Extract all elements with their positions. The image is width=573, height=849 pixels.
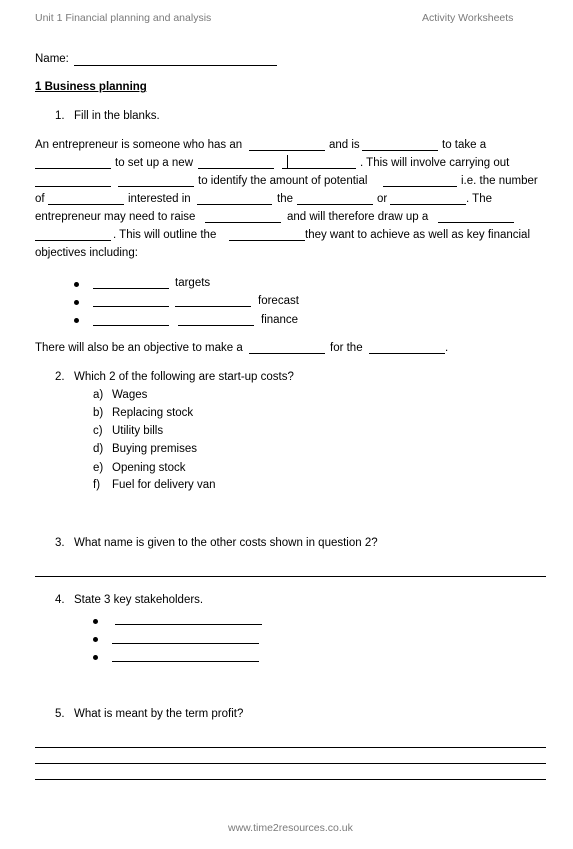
option-letter: a) bbox=[93, 389, 104, 401]
q1-text: . This will involve carrying out bbox=[360, 157, 510, 169]
q1-text: An entrepreneur is someone who has an bbox=[35, 139, 243, 151]
q1-prompt: Fill in the blanks. bbox=[74, 110, 160, 122]
q1-text: or bbox=[377, 193, 388, 205]
name-label: Name: bbox=[35, 53, 69, 65]
q1-text: they want to achieve as well as key financial bbox=[305, 229, 531, 241]
bullet-label: finance bbox=[261, 314, 299, 326]
header-subtitle: Activity Worksheets bbox=[422, 12, 514, 24]
option-letter: f) bbox=[93, 479, 101, 491]
blank-field[interactable] bbox=[297, 204, 373, 205]
q1-text: and will therefore draw up a bbox=[287, 211, 429, 223]
q3-prompt: What name is given to the other costs shown in question 2? bbox=[74, 537, 378, 549]
q2-prompt: Which 2 of the following are start-up costs? bbox=[74, 371, 294, 383]
blank-field[interactable] bbox=[383, 186, 457, 187]
blank-field[interactable] bbox=[35, 186, 111, 187]
q1-number: 1. bbox=[55, 110, 65, 122]
bullet-label: forecast bbox=[258, 295, 299, 307]
option-letter: b) bbox=[93, 407, 104, 419]
option-text: Buying premises bbox=[112, 443, 198, 455]
blank-field[interactable] bbox=[282, 168, 356, 169]
q1-text: to set up a new bbox=[115, 157, 193, 169]
blank-field[interactable] bbox=[35, 168, 111, 169]
q4-number: 4. bbox=[55, 594, 65, 606]
option-text: Replacing stock bbox=[112, 407, 194, 419]
q5-prompt: What is meant by the term profit? bbox=[74, 708, 244, 720]
q1-text: to take a bbox=[442, 139, 487, 151]
blank-field[interactable] bbox=[118, 186, 194, 187]
q1-text: i.e. the number bbox=[461, 175, 538, 187]
bullet-icon bbox=[93, 619, 98, 624]
q3-number: 3. bbox=[55, 537, 65, 549]
blank-field[interactable] bbox=[93, 306, 169, 307]
blank-field[interactable] bbox=[249, 150, 325, 151]
text-cursor bbox=[287, 155, 288, 168]
q1-text: . This will outline the bbox=[113, 229, 217, 241]
answer-line[interactable] bbox=[35, 747, 546, 748]
blank-field[interactable] bbox=[390, 204, 466, 205]
option-text: Fuel for delivery van bbox=[112, 479, 216, 491]
q1-text: interested in bbox=[128, 193, 191, 205]
option-letter: e) bbox=[93, 462, 104, 474]
blank-field[interactable] bbox=[197, 204, 272, 205]
section-title: 1 Business planning bbox=[35, 81, 147, 93]
q1-text: objectives including: bbox=[35, 247, 138, 259]
answer-line[interactable] bbox=[35, 763, 546, 764]
blank-field[interactable] bbox=[369, 353, 445, 354]
q1-text: . The bbox=[466, 193, 492, 205]
option-letter: d) bbox=[93, 443, 104, 455]
footer-url: www.time2resources.co.uk bbox=[228, 822, 353, 834]
q1-text: the bbox=[277, 193, 293, 205]
name-field[interactable] bbox=[74, 65, 277, 66]
q1-closing-text: for the bbox=[330, 342, 363, 354]
bullet-icon bbox=[74, 318, 79, 323]
answer-line[interactable] bbox=[115, 624, 262, 625]
bullet-icon bbox=[74, 300, 79, 305]
blank-field[interactable] bbox=[249, 353, 325, 354]
blank-field[interactable] bbox=[93, 325, 169, 326]
bullet-label: targets bbox=[175, 277, 211, 289]
blank-field[interactable] bbox=[205, 222, 281, 223]
q1-closing-text: There will also be an objective to make a bbox=[35, 342, 243, 354]
blank-field[interactable] bbox=[229, 240, 305, 241]
q5-number: 5. bbox=[55, 708, 65, 720]
blank-field[interactable] bbox=[438, 222, 514, 223]
option-text: Wages bbox=[112, 389, 148, 401]
q1-text: to identify the amount of potential bbox=[198, 175, 368, 187]
q1-text: of bbox=[35, 193, 45, 205]
bullet-icon bbox=[93, 655, 98, 660]
bullet-icon bbox=[93, 637, 98, 642]
q1-text: and is bbox=[329, 139, 360, 151]
blank-field[interactable] bbox=[35, 240, 111, 241]
blank-field[interactable] bbox=[178, 325, 254, 326]
option-text: Utility bills bbox=[112, 425, 164, 437]
blank-field[interactable] bbox=[48, 204, 124, 205]
bullet-icon bbox=[74, 282, 79, 287]
answer-line[interactable] bbox=[112, 643, 259, 644]
q1-closing-text: . bbox=[445, 342, 449, 354]
q1-text: entrepreneur may need to raise bbox=[35, 211, 196, 223]
blank-field[interactable] bbox=[198, 168, 274, 169]
answer-line[interactable] bbox=[35, 779, 546, 780]
option-letter: c) bbox=[93, 425, 103, 437]
option-text: Opening stock bbox=[112, 462, 186, 474]
blank-field[interactable] bbox=[175, 306, 251, 307]
answer-line[interactable] bbox=[35, 576, 546, 577]
header-title: Unit 1 Financial planning and analysis bbox=[35, 12, 212, 24]
blank-field[interactable] bbox=[362, 150, 438, 151]
q4-prompt: State 3 key stakeholders. bbox=[74, 594, 204, 606]
blank-field[interactable] bbox=[93, 288, 169, 289]
q2-number: 2. bbox=[55, 371, 65, 383]
answer-line[interactable] bbox=[112, 661, 259, 662]
